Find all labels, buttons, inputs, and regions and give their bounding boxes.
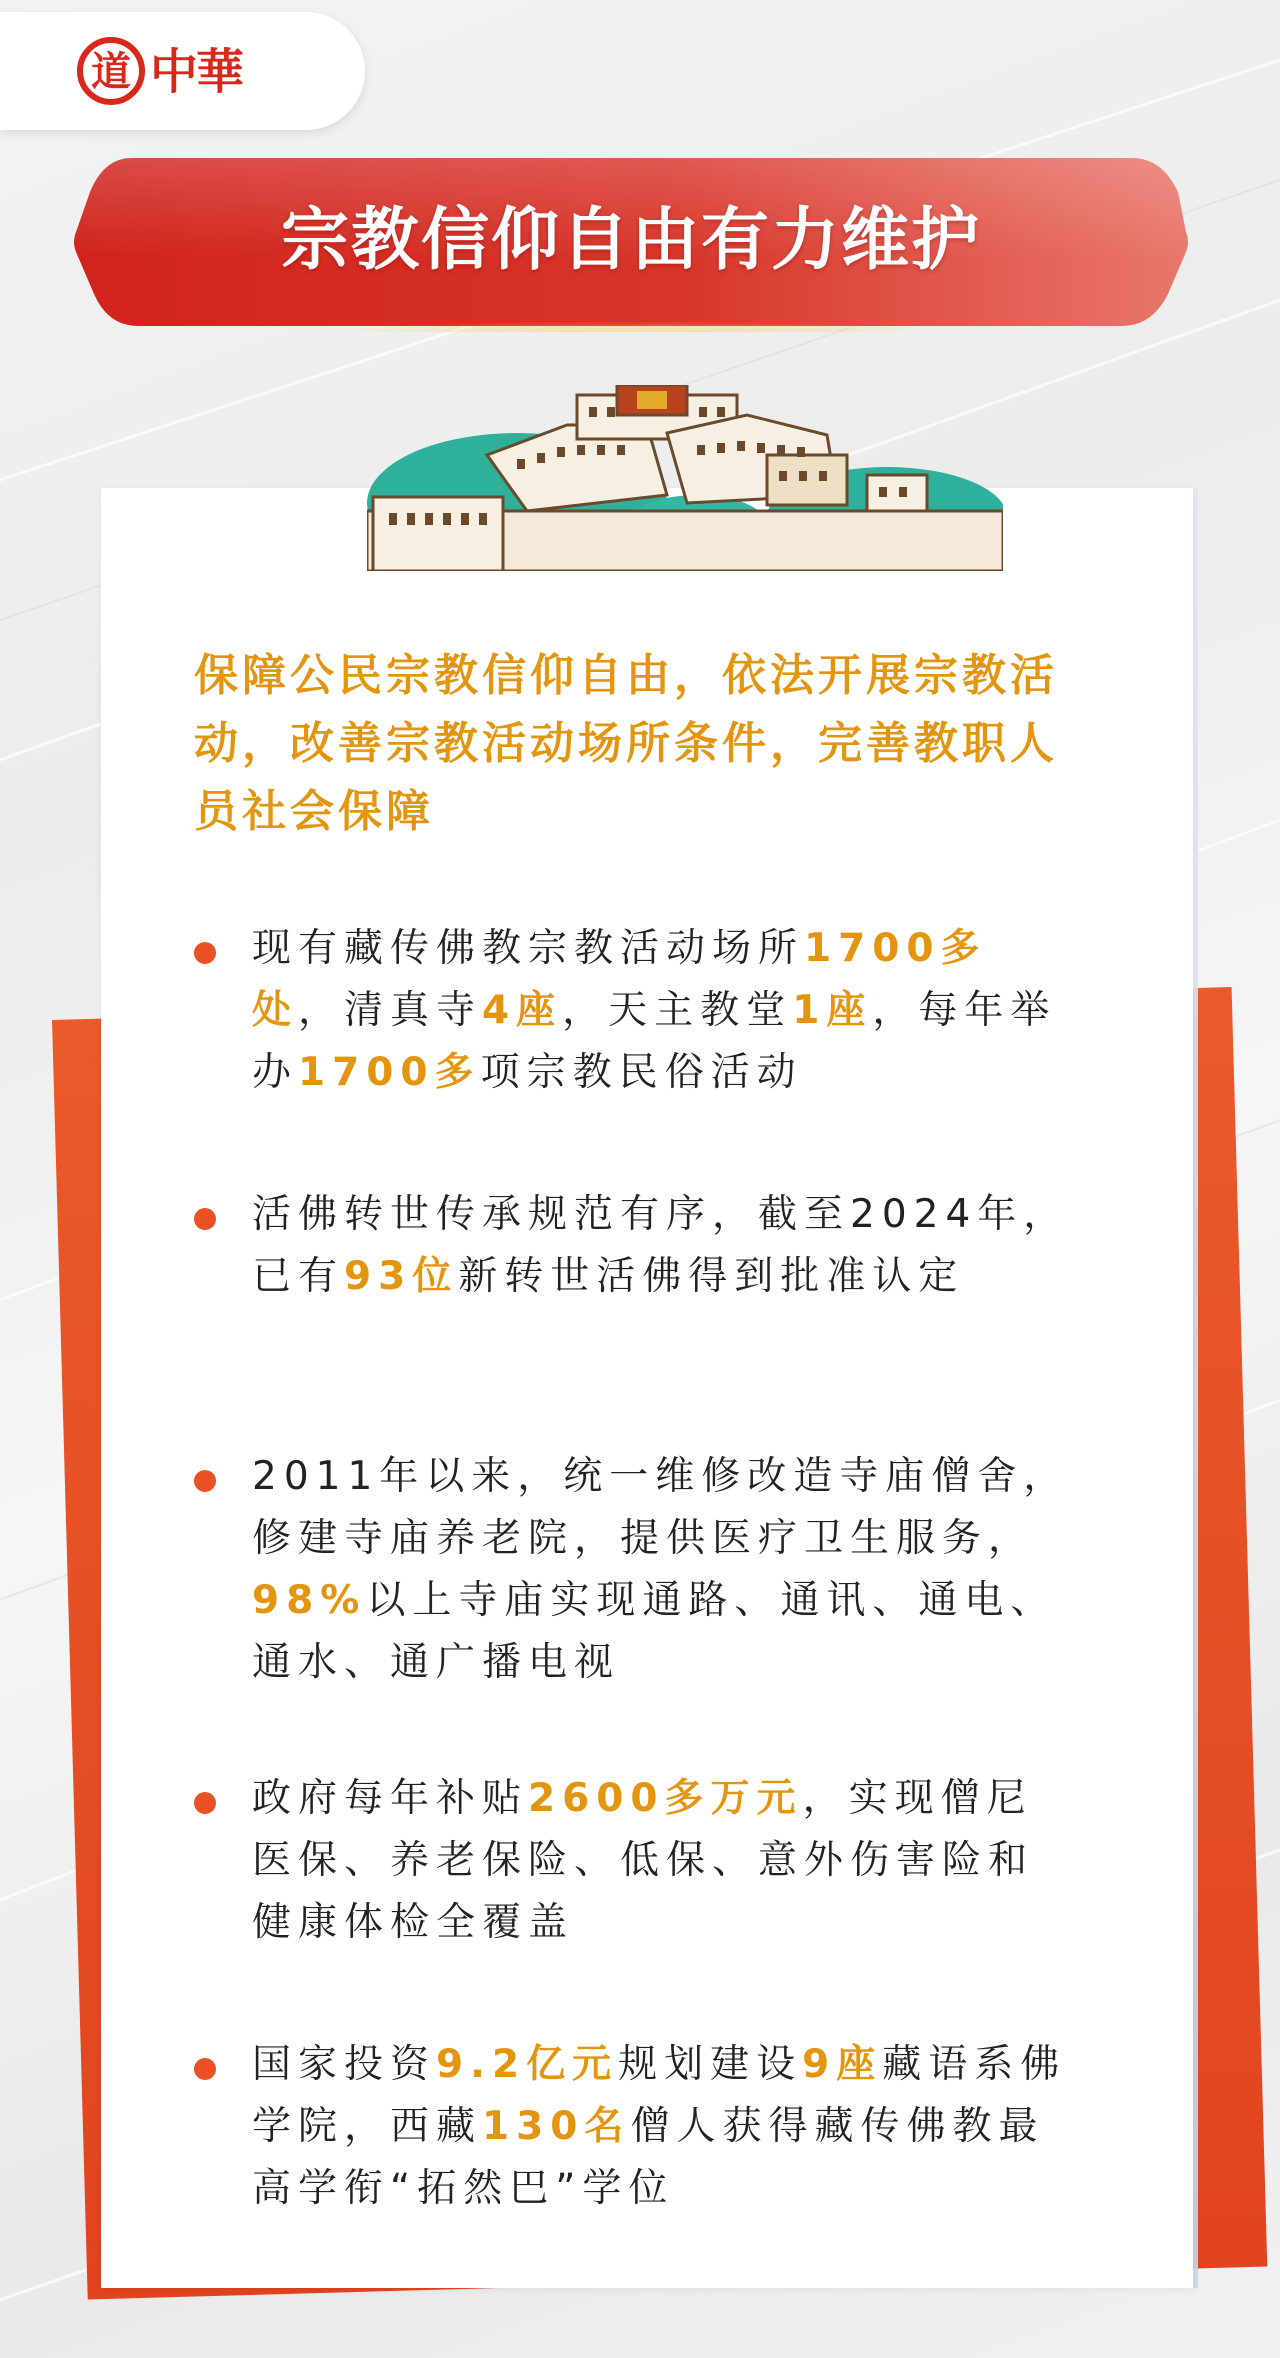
highlight-figure: 1700多 [298, 1050, 481, 1095]
highlight-figure: 130名 [482, 2104, 631, 2149]
list-item-text: 2011年以来，统一维修改造寺庙僧舍，修建寺庙养老院，提供医疗卫生服务，98%以上寺庙实现通路、通讯、通电、通水、通广播电视 [252, 1454, 1070, 1685]
logo-badge [0, 12, 365, 130]
logo-seal-char: 道 [91, 48, 131, 95]
list-item-text: 活佛转世传承规范有序，截至2024年，已有93位新转世活佛得到批准认定 [252, 1192, 1070, 1299]
highlight-figure: 98% [252, 1578, 367, 1623]
lead-paragraph: 保障公民宗教信仰自由，依法开展宗教活动，改善宗教活动场所条件，完善教职人员社会保障 [194, 650, 1058, 837]
highlight-figure: 1700多处 [252, 926, 987, 1033]
highlight-figure: 2600多万元 [528, 1776, 803, 1821]
highlight-figure: 9座 [802, 2042, 883, 2087]
bullet-dot-icon [194, 942, 216, 964]
page-title: 宗教信仰自由有力维护 [280, 200, 981, 280]
bullet-dot-icon [194, 1792, 216, 1814]
list-item-text: 现有藏传佛教宗教活动场所1700多处，清真寺4座，天主教堂1座，每年举办1700多项宗教民俗活动 [252, 926, 1057, 1095]
highlight-figure: 93位 [344, 1254, 459, 1299]
bullet-dot-icon [194, 2058, 216, 2080]
logo-text: 中華 [150, 44, 243, 100]
highlight-figure: 9.2亿元 [436, 2042, 619, 2087]
list-item-text: 政府每年补贴2600多万元，实现僧尼医保、养老保险、低保、意外伤害险和健康体检全覆盖 [252, 1776, 1035, 1945]
highlight-figure: 1座 [792, 988, 873, 1033]
bullet-dot-icon [194, 1208, 216, 1230]
list-item-text: 国家投资9.2亿元规划建设9座藏语系佛学院，西藏130名僧人获得藏传佛教最高学衔“拓然巴”学位 [252, 2042, 1067, 2211]
potala-palace-illustration [367, 385, 1003, 571]
bullet-dot-icon [194, 1470, 216, 1492]
seal-logo-icon [76, 36, 146, 106]
title-banner [72, 152, 1190, 332]
highlight-figure: 4座 [482, 988, 563, 1033]
